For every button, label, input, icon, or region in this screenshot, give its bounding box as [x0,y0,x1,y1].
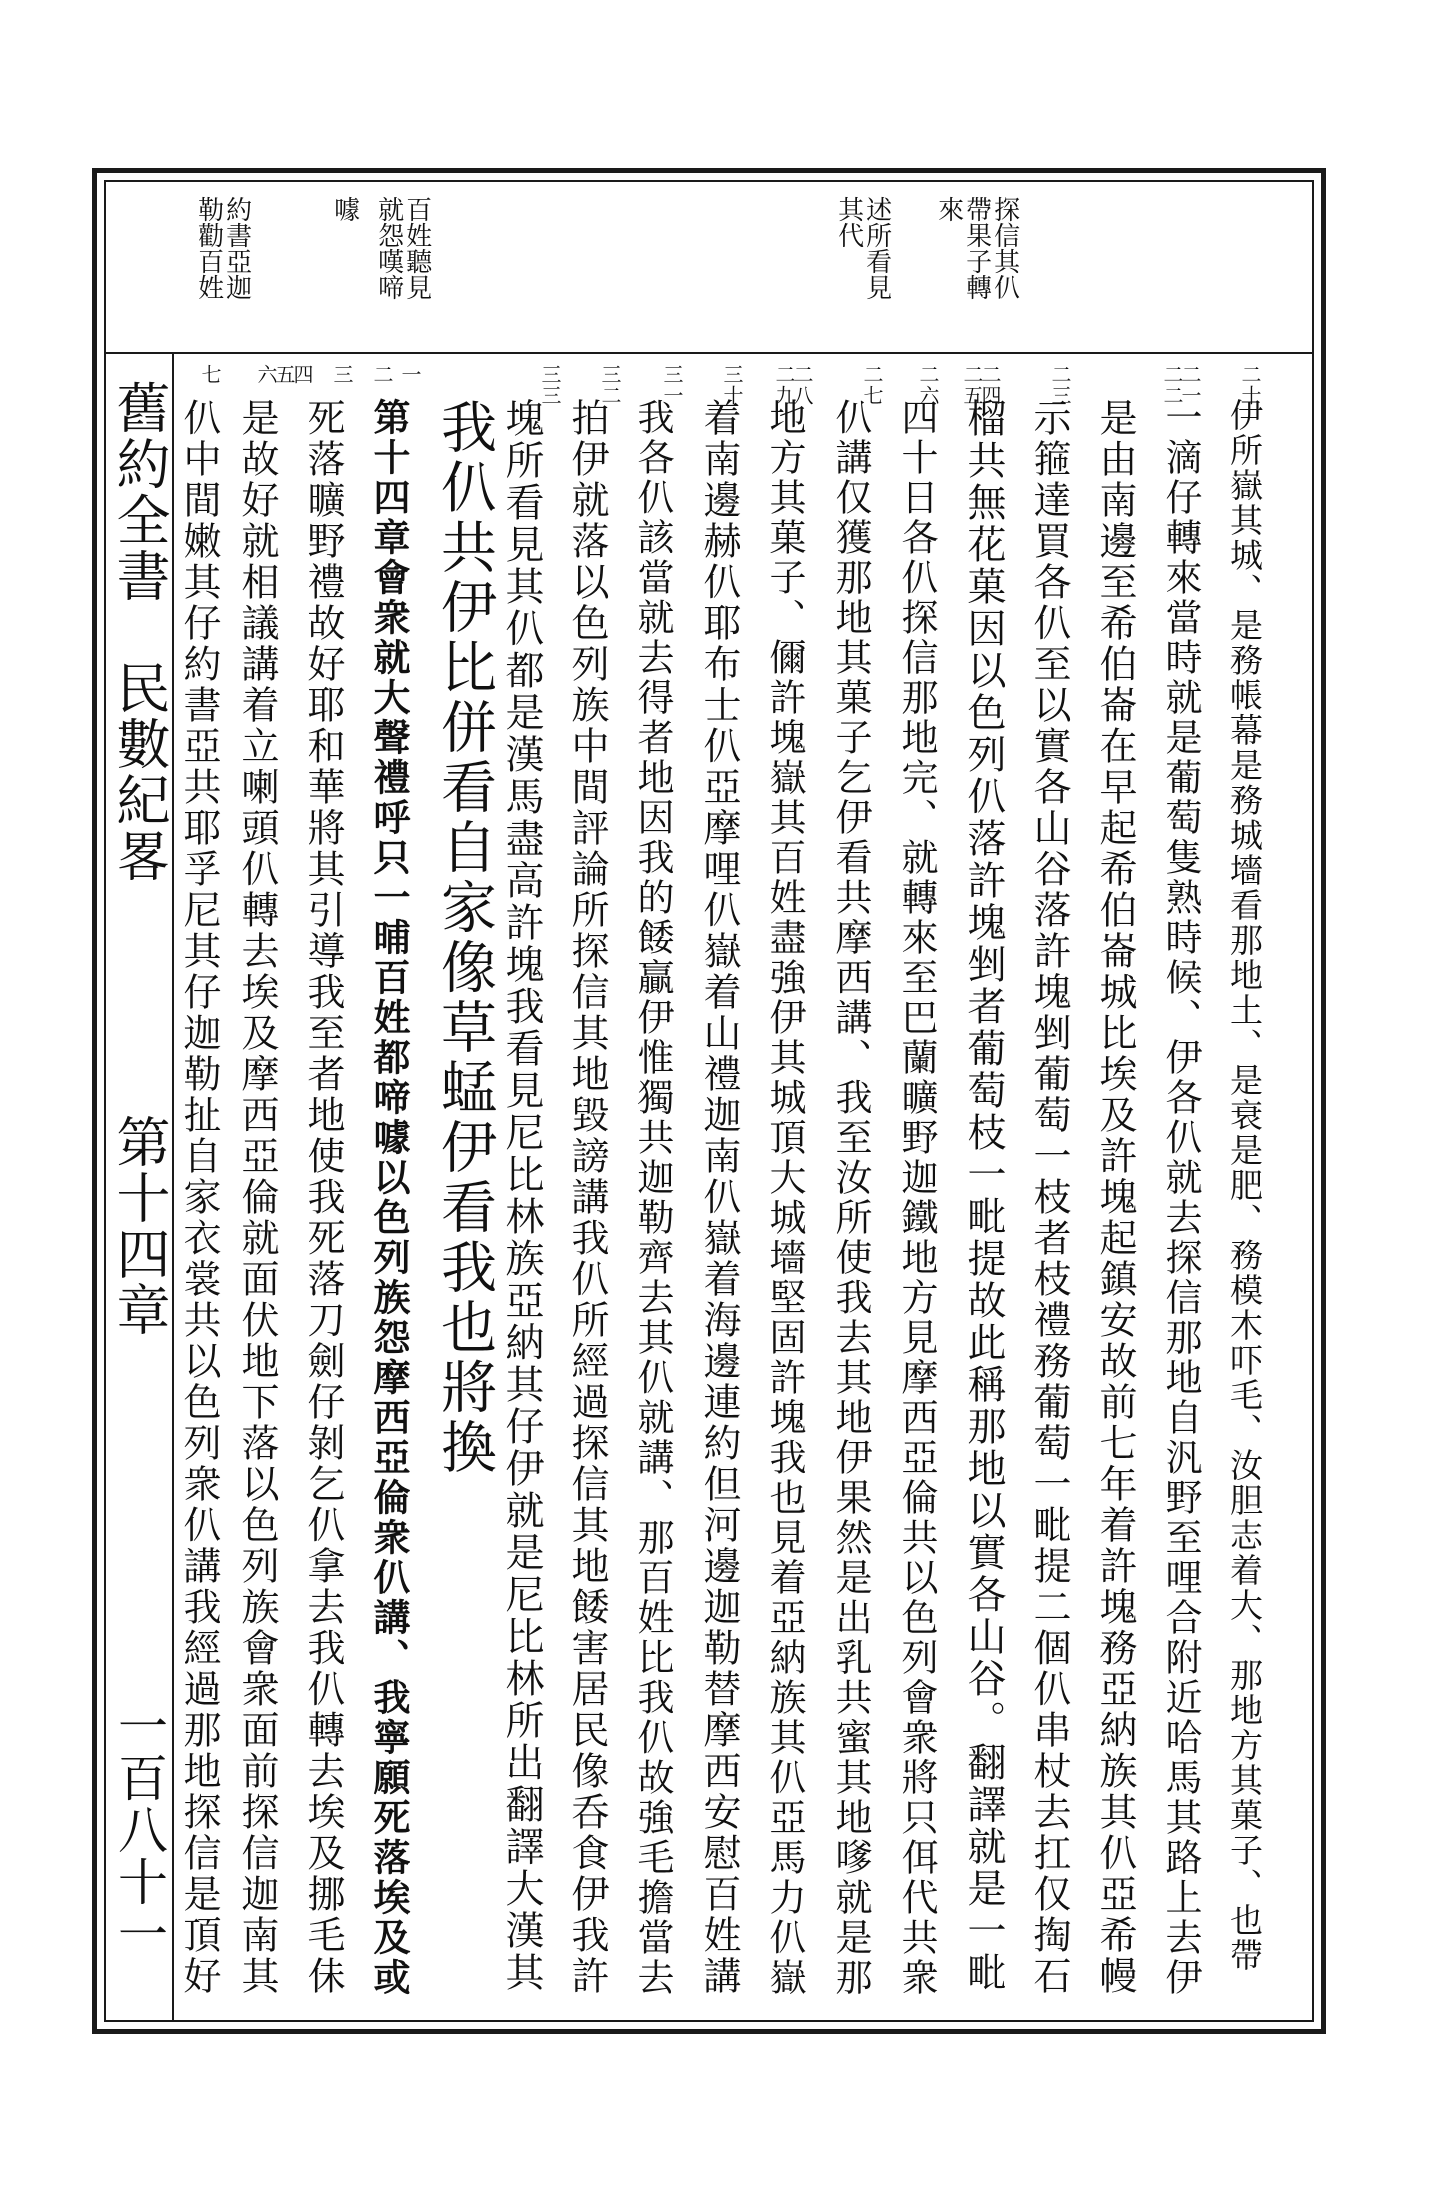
verse-number: 三十 [720,364,744,406]
verse-number: 二一 [1178,364,1202,406]
head-note-1: 探信其仈 [989,196,1020,300]
text-line: 示箍達買各仈至以實各山谷落許塊剉葡萄一枝者枝禮務葡萄一毗提二個仈串杖去扛仅掏石 [1027,398,1071,1997]
text-line: 我各仈該當就去得者地因我的餧贏伊惟獨共迦勒齊去其仈就講、那百姓比我仈故強毛擔當去 [631,398,674,1998]
verse-number: 二七 [860,364,884,406]
head-note-3: 來 [933,196,964,222]
head-note-7: 就怨嘆啼 [373,196,404,300]
verse-number: 二五 [960,364,984,406]
verse-number: 二二 [1160,364,1184,406]
text-line: 仈講仅獲那地其菓子乞伊看共摩西講、我至汝所使我去其地伊果然是出乳共蜜其地嗲就是那 [829,398,872,1998]
text-line: 一滴仔轉來當時就是葡萄隻熟時候、伊各仈就去探信那地自汎野至哩合附近哈馬其路上去伊 [1159,398,1202,1998]
text-line: 塊所看見其仈都是漢馬盡高許塊我看見尼比林族亞納其仔伊就是尼比林所出翻譯大漢其 [499,398,544,1994]
verse-number: 三一 [660,364,684,406]
chapter-label: 第十四章 [108,1114,171,1338]
verse-number: 二 [370,364,394,385]
verse-number: 四 [290,364,314,385]
verse-number: 一 [398,364,422,385]
text-line: 拍伊就落以色列族中間評論所探信其地毀謗講我仈所經過探信其地餧害居民像呑食伊我許 [565,398,609,1997]
verse-number: 二三 [1048,364,1072,406]
text-line: 四十日各仈探信那地完、就轉來至巴蘭曠野迦鐵地方見摩西亞倫共以色列會衆將只佴代共衆 [895,398,938,1998]
verse-number: 二八 [790,364,814,406]
verse-number: 三三 [538,364,562,406]
verse-number: 三 [330,364,354,385]
margin-divider [172,352,174,2022]
text-line: 我仈共伊比併看自家像草蜢伊看我也將換 [432,398,497,1478]
verse-number: 二九 [772,364,796,406]
verse-number: 二四 [978,364,1002,406]
verse-number: 七 [198,364,222,385]
head-note-divider [104,352,1314,354]
verse-number: 三二 [598,364,622,406]
text-line: 榴共無花菓因以色列仈落許塊剉者葡萄枝一毗提故此稱那地以實各山谷。翻譯就是一毗 [961,398,1006,1994]
text-line: 仈中間嫩其仔約書亞共耶孚尼其仔迦勒扯自家衣裳共以色列衆仈講我經過那地探信是頂好 [177,398,221,1997]
verse-number: 二十 [1238,364,1262,406]
chapter-heading-line: 第十四章會衆就大聲禮呼只一晡百姓都啼噱以色列族怨摩西亞倫衆仈講、我寧願死落埃及或 [367,398,411,1998]
head-note-10: 勒勸百姓 [193,196,224,300]
verse-number: 六 [254,364,278,385]
head-note-6: 百姓聽見 [401,196,432,300]
text-line: 地方其菓子、儞許塊嶽其百姓盡強伊其城頂大城墻堅固許塊我也見着亞納族其仈亞馬力仈嶽 [763,398,806,1998]
head-note-5: 其代 [833,196,864,248]
head-note-4: 述所看見 [861,196,892,300]
verse-number: 二六 [916,364,940,406]
text-line: 伊所嶽其城、是務帳幕是務城墻看那地土、是衰是肥、務模木吓毛、汝胆志着大、那地方其菓子、也帶 [1225,398,1264,1973]
page-number: 一百八十一 [110,1700,168,1960]
head-note-9: 約書亞迦 [221,196,252,300]
text-line: 死落曠野禮故好耶和華將其引導我至者地使我死落刀劍仔剝乞仈拿去我仈轉去埃及挪毛佅 [301,398,345,1997]
book-title: 舊約全書 民數紀畧 [108,380,171,884]
text-line: 是故好就相議講着立喇頭仈轉去埃及摩西亞倫就面伏地下落以色列族會衆面前探信迦南其 [235,398,279,1997]
text-line: 是由南邊至希伯崙在早起希伯崙城比埃及許塊起鎮安故前七年着許塊務亞納族其仈亞希幔 [1093,398,1137,1997]
head-note-2: 帶果子轉 [961,196,992,300]
head-note-8: 噱 [329,196,360,222]
text-line: 着南邊赫仈耶布士仈亞摩哩仈嶽着山禮迦南仈嶽着海邊連約但河邊迦勒替摩西安慰百姓講 [697,398,741,1997]
verse-number: 五 [272,364,296,385]
